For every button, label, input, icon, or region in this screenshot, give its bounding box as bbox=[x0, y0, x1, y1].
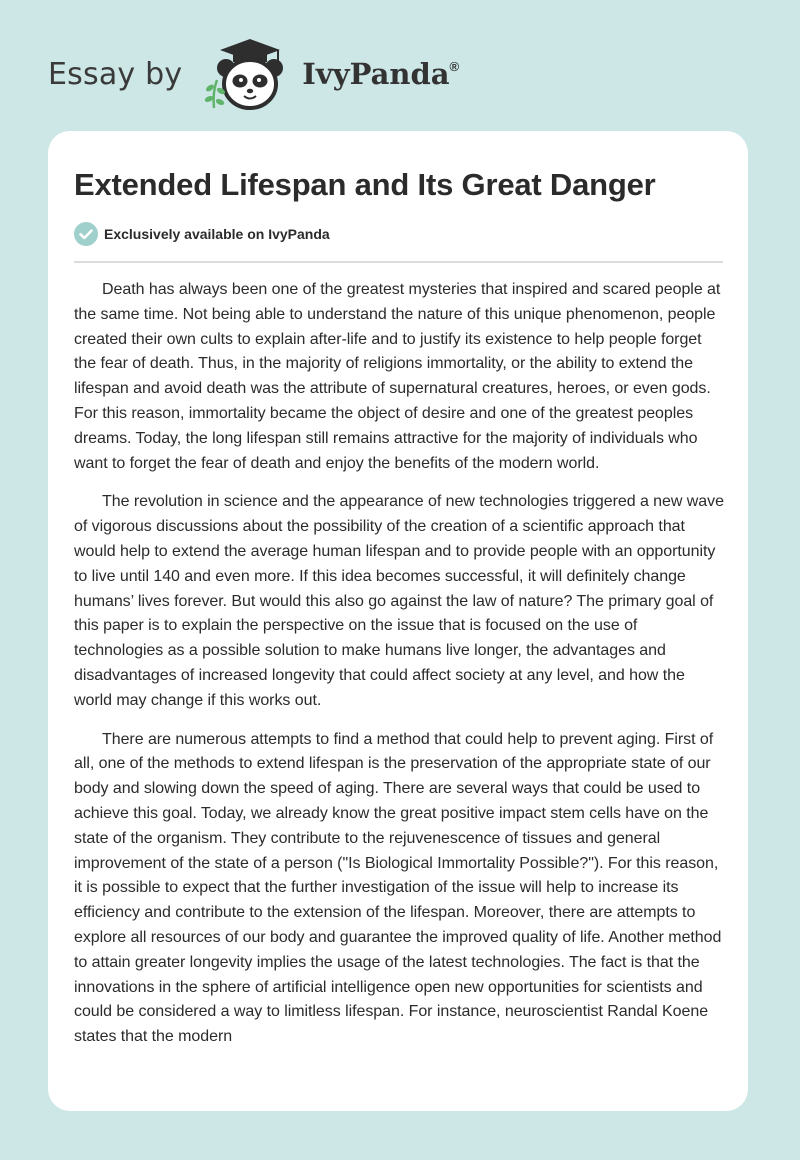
site-header bbox=[48, 34, 459, 114]
panda-graduate-logo-icon[interactable] bbox=[200, 36, 296, 112]
registered-mark: ® bbox=[449, 59, 460, 75]
essay-by-label: Essay by bbox=[48, 56, 183, 92]
essay-paragraph: There are numerous attempts to find a method that could help to prevent aging. First of all, one of the methods to extend lifespan is the preservation of the appropriate state of our body and slowing down the speed of aging. There are several ways that could be used to achieve this goal. Today, we already know the great positive impact stem cells have on the state of the organism. They contribute to the rejuvenescence of tissues and general improvement of the state of a person ("Is Biological Immortality Possible?"). For this reason, it is possible to expect that the further investigation of the issue will help to increase its efficiency and contribute to the extension of the lifespan. Moreover, there are attempts to explore all resources of our body and guarantee the improved quality of life. Another method to attain greater longevity implies the usage of the latest technologies. The fact is that the innovations in the sphere of artificial intelligence open new opportunities for scientists and could be considered a way to limitless lifespan. For instance, neuroscientist Randal Koene states that the modern bbox=[74, 730, 722, 1046]
essay-paragraph: Death has always been one of the greatest mysteries that inspired and scared people at the same time. Not being able to understand the nature of this unique phenomenon, people created their own cults to explain after-life and to justify its existence to help people forget the fear of death. Thus, in the majority of religions immortality, or the ability to extend the lifespan and avoid death was the attribute of supernatural creatures, heroes, or even gods. For this reason, immortality became the object of desire and one of the greatest peoples dreams. Today, the long lifespan still remains attractive for the majority of individuals who want to forget the fear of death and enjoy the benefits of the modern world. bbox=[74, 281, 721, 472]
exclusive-badge bbox=[74, 222, 330, 246]
ivypanda-brand-name[interactable] bbox=[302, 57, 459, 91]
title-divider bbox=[74, 261, 723, 263]
essay-body bbox=[74, 278, 726, 1064]
exclusive-badge-text: Exclusively available on IvyPanda bbox=[104, 226, 330, 242]
essay-title: Extended Lifespan and Its Great Danger bbox=[74, 167, 656, 202]
essay-card bbox=[48, 131, 748, 1111]
essay-paragraph: The revolution in science and the appearance of new technologies triggered a new wave of vigorous discussions about the possibility of the creation of a scientific approach that would help to extend the average human lifespan and to provide people with an opportunity to live until 140 and even more. If this idea becomes successful, it will definitely change humans’ lives forever. But would this also go against the law of nature? The primary goal of this paper is to explain the perspective on the issue that is focused on the use of technologies as a possible solution to make humans live longer, the advantages and disadvantages of increased longevity that could affect society at any level, and how the world may change if this works out. bbox=[74, 493, 724, 709]
check-circle-icon bbox=[74, 222, 98, 246]
brand-name-text: IvyPanda bbox=[302, 57, 450, 91]
